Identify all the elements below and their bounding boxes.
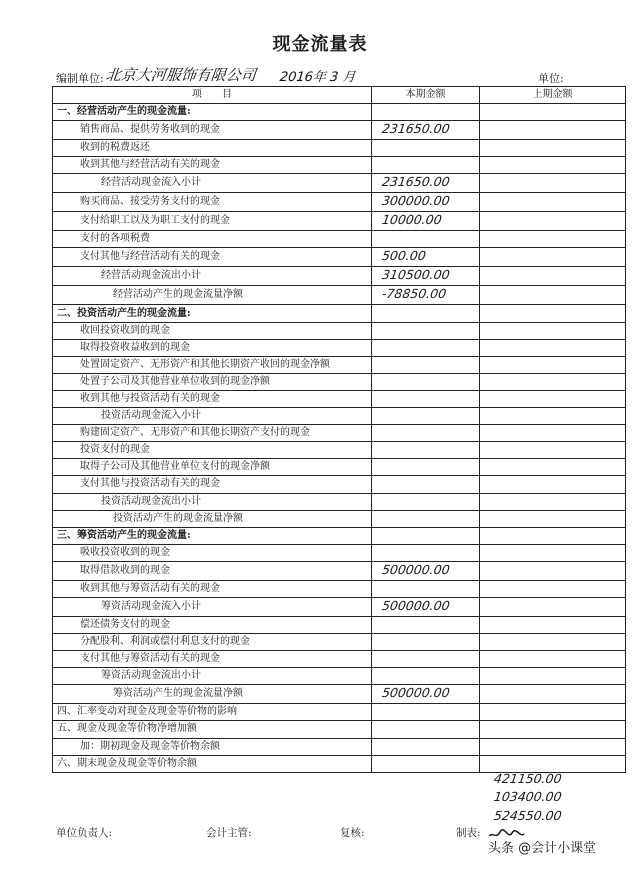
table-row [53, 616, 626, 633]
row-label: 经营活动现金流出小计 [53, 267, 372, 286]
row-label: 投资活动产生的现金流量净额 [53, 510, 372, 527]
previous-amount-cell [480, 322, 626, 339]
previous-amount-cell [480, 704, 626, 721]
current-amount-cell [372, 510, 480, 527]
row-label: 经营活动现金流入小计 [53, 174, 372, 193]
current-amount-cell [372, 373, 480, 390]
table-row [53, 704, 626, 721]
row-label: 购建固定资产、无形资产和其他长期资产支付的现金 [53, 425, 372, 442]
row-label: 筹资活动现金流入小计 [53, 597, 372, 616]
row-label: 收到其他与筹资活动有关的现金 [53, 580, 372, 597]
table-row [53, 476, 626, 493]
current-amount-cell [372, 339, 480, 356]
current-amount: 10000.00 [381, 212, 443, 228]
previous-amount-cell [480, 248, 626, 267]
table-header-row [53, 87, 626, 104]
current-amount-cell [372, 267, 480, 286]
previous-amount-cell [480, 231, 626, 248]
table-row [53, 544, 626, 561]
watermark: 头条 @会计小课堂 [482, 836, 640, 862]
row-label: 一、经营活动产生的现金流量: [53, 104, 372, 121]
row-label: 四、汇率变动对现金及现金等价物的影响 [53, 704, 372, 721]
row-label: 支付的各项税费 [53, 231, 372, 248]
previous-amount-cell [480, 476, 626, 493]
current-amount-cell [372, 305, 480, 322]
row-label: 购买商品、接受劳务支付的现金 [53, 193, 372, 212]
closing-balance-value: 524550.00 [492, 808, 563, 823]
row-label: 支付其他与经营活动有关的现金 [53, 248, 372, 267]
footer-reviewer: 复核: [340, 827, 365, 839]
current-amount: -78850.00 [381, 286, 448, 302]
table-row [53, 231, 626, 248]
current-amount: 300000.00 [381, 193, 451, 209]
row-label: 投资活动现金流出小计 [53, 493, 372, 510]
row-label: 二、投资活动产生的现金流量: [53, 305, 372, 322]
previous-amount-cell [480, 442, 626, 459]
previous-amount-cell [480, 193, 626, 212]
table-row [53, 267, 626, 286]
previous-amount-cell [480, 286, 626, 305]
row-label: 收到其他与投资活动有关的现金 [53, 390, 372, 407]
table-row [53, 193, 626, 212]
previous-amount-cell [480, 580, 626, 597]
row-label: 六、期末现金及现金等价物余额 [53, 755, 372, 772]
current-amount-cell [372, 685, 480, 704]
table-row [53, 104, 626, 121]
previous-amount-cell [480, 104, 626, 121]
row-label: 三、筹资活动产生的现金流量: [53, 527, 372, 544]
previous-amount-cell [480, 339, 626, 356]
table-row [53, 212, 626, 231]
previous-amount-cell [480, 738, 626, 755]
current-amount: 310500.00 [381, 267, 451, 283]
table-row [53, 286, 626, 305]
row-label: 五、现金及现金等价物净增加额 [53, 721, 372, 738]
previous-amount-cell [480, 157, 626, 174]
row-label: 支付其他与筹资活动有关的现金 [53, 651, 372, 668]
current-amount-cell [372, 121, 480, 140]
current-amount-cell [372, 193, 480, 212]
row-label: 销售商品、提供劳务收到的现金 [53, 121, 372, 140]
previous-amount-cell [480, 561, 626, 580]
row-label: 筹资活动产生的现金流量净额 [53, 685, 372, 704]
company-name: 北京大河服饰有限公司 [105, 66, 257, 84]
current-amount-cell [372, 755, 480, 772]
row-label: 处置固定资产、无形资产和其他长期资产收回的现金净额 [53, 356, 372, 373]
current-amount-cell [372, 459, 480, 476]
table-row [53, 322, 626, 339]
table-row [53, 561, 626, 580]
previous-amount-cell [480, 668, 626, 685]
current-amount: 500000.00 [381, 597, 451, 613]
footer-preparer: 制表: [456, 827, 481, 839]
row-label: 处置子公司及其他营业单位收到的现金净额 [53, 373, 372, 390]
table-row [53, 685, 626, 704]
previous-amount-cell [480, 390, 626, 407]
current-amount-cell [372, 140, 480, 157]
current-amount-cell [372, 544, 480, 561]
current-amount: 500000.00 [381, 685, 451, 701]
current-amount-cell [372, 286, 480, 305]
current-amount-cell [372, 704, 480, 721]
row-label: 支付其他与投资活动有关的现金 [53, 476, 372, 493]
previous-amount-cell [480, 121, 626, 140]
previous-amount-cell [480, 634, 626, 651]
current-amount-cell [372, 561, 480, 580]
current-amount-cell [372, 527, 480, 544]
table-row [53, 459, 626, 476]
current-amount-cell [372, 738, 480, 755]
previous-amount-cell [480, 356, 626, 373]
current-amount-cell [372, 104, 480, 121]
previous-amount-cell [480, 267, 626, 286]
row-label: 加：期初现金及现金等价物余额 [53, 738, 372, 755]
row-label: 吸收投资收到的现金 [53, 544, 372, 561]
unit-label: 单位: [538, 72, 564, 85]
previous-amount-cell [480, 651, 626, 668]
row-label: 支付给职工以及为职工支付的现金 [53, 212, 372, 231]
current-amount-cell [372, 721, 480, 738]
previous-amount-cell [480, 616, 626, 633]
previous-amount-cell [480, 212, 626, 231]
row-label: 投资支付的现金 [53, 442, 372, 459]
current-amount-cell [372, 651, 480, 668]
previous-amount-cell [480, 493, 626, 510]
previous-amount-cell [480, 685, 626, 704]
company-label: 编制单位: [56, 72, 104, 85]
table-row [53, 493, 626, 510]
table-row [53, 356, 626, 373]
current-amount-cell [372, 616, 480, 633]
col-header-previous: 上期金额 [480, 87, 626, 104]
current-amount-cell [372, 668, 480, 685]
previous-amount-cell [480, 140, 626, 157]
row-label: 收到其他与经营活动有关的现金 [53, 157, 372, 174]
col-header-current: 本期金额 [372, 87, 480, 104]
current-amount-cell [372, 174, 480, 193]
current-amount-cell [372, 493, 480, 510]
table-row [53, 157, 626, 174]
row-label: 经营活动产生的现金流量净额 [53, 286, 372, 305]
table-row [53, 248, 626, 267]
table-row [53, 390, 626, 407]
table-row [53, 373, 626, 390]
table-row [53, 442, 626, 459]
table-row [53, 121, 626, 140]
current-amount-cell [372, 597, 480, 616]
col-header-item: 项 目 [53, 87, 372, 104]
row-label: 投资活动现金流入小计 [53, 408, 372, 425]
table-row [53, 597, 626, 616]
current-amount-cell [372, 580, 480, 597]
current-amount: 231650.00 [381, 121, 451, 137]
table-row [53, 580, 626, 597]
table-row [53, 668, 626, 685]
current-amount-cell [372, 634, 480, 651]
report-date: 2016年 3 月 [279, 70, 357, 85]
previous-amount-cell [480, 174, 626, 193]
current-amount-cell [372, 157, 480, 174]
current-amount-cell [372, 476, 480, 493]
current-amount-cell [372, 248, 480, 267]
previous-amount-cell [480, 305, 626, 322]
row-label: 取得投资收益收到的现金 [53, 339, 372, 356]
current-amount-cell [372, 231, 480, 248]
row-label: 偿还债务支付的现金 [53, 616, 372, 633]
current-amount-cell [372, 408, 480, 425]
table-row [53, 738, 626, 755]
opening-balance-value: 103400.00 [492, 789, 563, 804]
table-row [53, 305, 626, 322]
table-row [53, 339, 626, 356]
table-row [53, 527, 626, 544]
row-label: 分配股利、利润或偿付利息支付的现金 [53, 634, 372, 651]
current-amount-cell [372, 425, 480, 442]
previous-amount-cell [480, 459, 626, 476]
table-row [53, 721, 626, 738]
row-label: 收回投资收到的现金 [53, 322, 372, 339]
current-amount-cell [372, 356, 480, 373]
table-row [53, 140, 626, 157]
row-label: 筹资活动现金流出小计 [53, 668, 372, 685]
previous-amount-cell [480, 510, 626, 527]
previous-amount-cell [480, 425, 626, 442]
table-row [53, 755, 626, 772]
current-amount: 500.00 [381, 248, 427, 264]
table-row [53, 408, 626, 425]
previous-amount-cell [480, 373, 626, 390]
table-row [53, 634, 626, 651]
footer-accounting-supervisor: 会计主管: [206, 827, 252, 839]
previous-amount-cell [480, 527, 626, 544]
previous-amount-cell [480, 544, 626, 561]
table-row [53, 510, 626, 527]
row-label: 取得子公司及其他营业单位支付的现金净额 [53, 459, 372, 476]
previous-amount-cell [480, 408, 626, 425]
current-amount: 500000.00 [381, 561, 451, 577]
current-amount: 231650.00 [381, 174, 451, 190]
current-amount-cell [372, 442, 480, 459]
net-increase-value: 421150.00 [492, 771, 563, 786]
row-label: 取得借款收到的现金 [53, 561, 372, 580]
row-label: 收到的税费返还 [53, 140, 372, 157]
current-amount-cell [372, 322, 480, 339]
previous-amount-cell [480, 721, 626, 738]
table-row [53, 174, 626, 193]
current-amount-cell [372, 390, 480, 407]
footer-person-in-charge: 单位负责人: [56, 827, 113, 839]
previous-amount-cell [480, 597, 626, 616]
page-title: 现金流量表 [272, 34, 368, 55]
cash-flow-table [52, 86, 626, 773]
table-row [53, 651, 626, 668]
table-row [53, 425, 626, 442]
previous-amount-cell [480, 755, 626, 772]
current-amount-cell [372, 212, 480, 231]
